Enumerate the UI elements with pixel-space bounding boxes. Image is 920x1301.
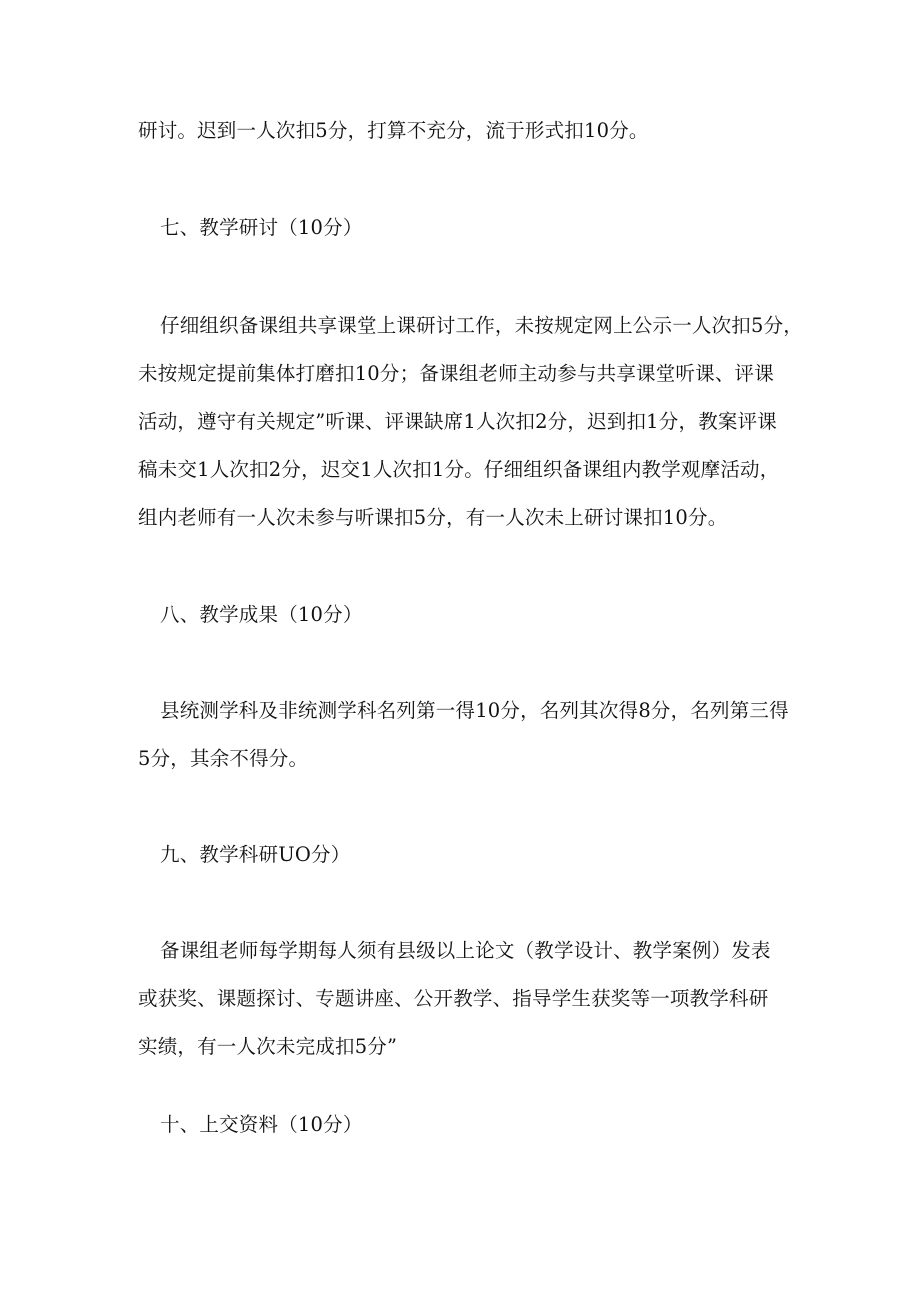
paragraph-line: 5分，其余不得分。 — [138, 747, 309, 770]
paragraph-line: 仔细组织备课组共享课堂上课研讨工作，未按规定网上公示一人次扣5分， — [160, 314, 804, 337]
section-heading: 八、教学成果（10分） — [160, 603, 363, 626]
paragraph-line: 或获奖、课题探讨、专题讲座、公开教学、指导学生获奖等一项教学科研 — [138, 987, 769, 1010]
paragraph-line: 未按规定提前集体打磨扣10分；备课组老师主动参与共享课堂听课、评课 — [138, 362, 774, 385]
paragraph-line: 活动，遵守有关规定”听课、评课缺席1人次扣2分，迟到扣1分，教案评课 — [138, 410, 777, 433]
paragraph-line: 组内老师有一人次未参与听课扣5分，有一人次未上研讨课扣10分。 — [138, 506, 728, 529]
paragraph-line: 研讨。迟到一人次扣5分，打算不充分，流于形式扣10分。 — [138, 119, 649, 142]
section-heading: 七、教学研讨（10分） — [160, 216, 363, 239]
paragraph-line: 稿未交1人次扣2分，迟交1人次扣1分。仔细组织备课组内教学观摩活动， — [138, 458, 780, 481]
section-heading: 九、教学科研UO分） — [160, 843, 351, 866]
paragraph-line: 实绩，有一人次未完成扣5分” — [138, 1035, 398, 1058]
section-heading: 十、上交资料（10分） — [160, 1113, 363, 1136]
paragraph-line: 县统测学科及非统测学科名列第一得10分，名列其次得8分，名列第三得 — [160, 699, 789, 722]
paragraph-line: 备课组老师每学期每人须有县级以上论文（教学设计、教学案例）发表 — [160, 939, 771, 962]
